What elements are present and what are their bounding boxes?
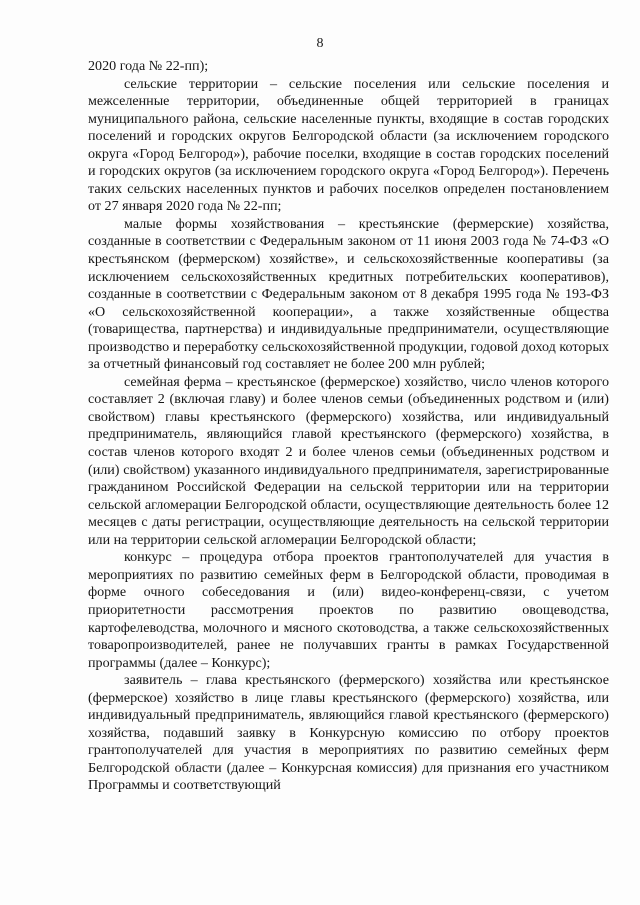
paragraph-small-business-forms: малые формы хозяйствования – крестьянские (фермерские) хозяйства, созданные в соответствии с Федеральным законом от 11 июня 2003 года № 74-ФЗ «О крестьянском (фермерском) хозяйстве», и сельскохозяйственные кооперативы (за исключением сельскохозяйственных кредитных потребительских кооперативов), созданные в соответствии с Федеральным законом от 8 декабря 1995 года № 193-ФЗ «О сельскохозяйственной кооперации», а также хозяйственные общества (товарищества, партнерства) и индивидуальные предприниматели, осуществляющие производство и переработку сельскохозяйственной продукции, годовой доход которых за отчетный финансовый год составляет не более 200 млн рублей; — [88, 215, 609, 373]
document-body — [88, 58, 609, 795]
paragraph-contest: конкурс – процедура отбора проектов грантополучателей для участия в мероприятиях по развитию семейных ферм в Белгородской области, проводимая в форме очного собеседования и (или) видео-конференц-связи, с учетом приоритетности рассмотрения проектов по развитию овощеводства, картофелеводства, молочного и мясного скотоводства, а также сельскохозяйственных товаропроизводителей, ранее не получавших гранты в рамках Государственной программы (далее – Конкурс); — [88, 549, 609, 671]
paragraph-family-farm: семейная ферма – крестьянское (фермерское) хозяйство, число членов которого составляет 2 (включая главу) и более членов семьи (объединенных родством и (или) свойством) главы крестьянского (фермерского) хозяйства, или индивидуальный предприниматель, являющийся главой крестьянского (фермерского) хозяйства, в состав членов которого входят 2 и более членов семьи (объединенных родством и (или) свойством) указанного индивидуального предпринимателя, зарегистрированные гражданином Российской Федерации на сельской территории или на территории сельской агломерации Белгородской области, осуществляющие деятельность более 12 месяцев с даты регистрации, осуществляющие деятельность на сельской территории или на территории сельской агломерации Белгородской области; — [88, 373, 609, 548]
paragraph-continuation: 2020 года № 22-пп); — [88, 58, 209, 74]
paragraph-applicant: заявитель – глава крестьянского (фермерского) хозяйства или крестьянское (фермерское) хозяйство в лице главы крестьянского (фермерского) хозяйства, или индивидуальный предприниматель, являющийся главой крестьянского (фермерского) хозяйства, подавший заявку в Конкурсную комиссию по отбору проектов грантополучателей для участия в мероприятиях по развитию семейных ферм Белгородской области (далее – Конкурсная комиссия) для признания его участником Программы и соответствующий — [88, 672, 609, 794]
paragraph-rural-territories: сельские территории – сельские поселения или сельские поселения и межселенные территории, объединенные общей территорией в границах муниципального района, сельские населенные пункты, входящие в состав городских поселений и городских округов Белгородской области (за исключением городского округа «Город Белгород»), рабочие поселки, входящие в состав городских поселений и городских округов (за исключением городского округа «Город Белгород»). Перечень таких сельских населенных пунктов и рабочих поселков определен постановлением от 27 января 2020 года № 22-пп; — [88, 75, 609, 215]
page-number: 8 — [316, 36, 324, 51]
